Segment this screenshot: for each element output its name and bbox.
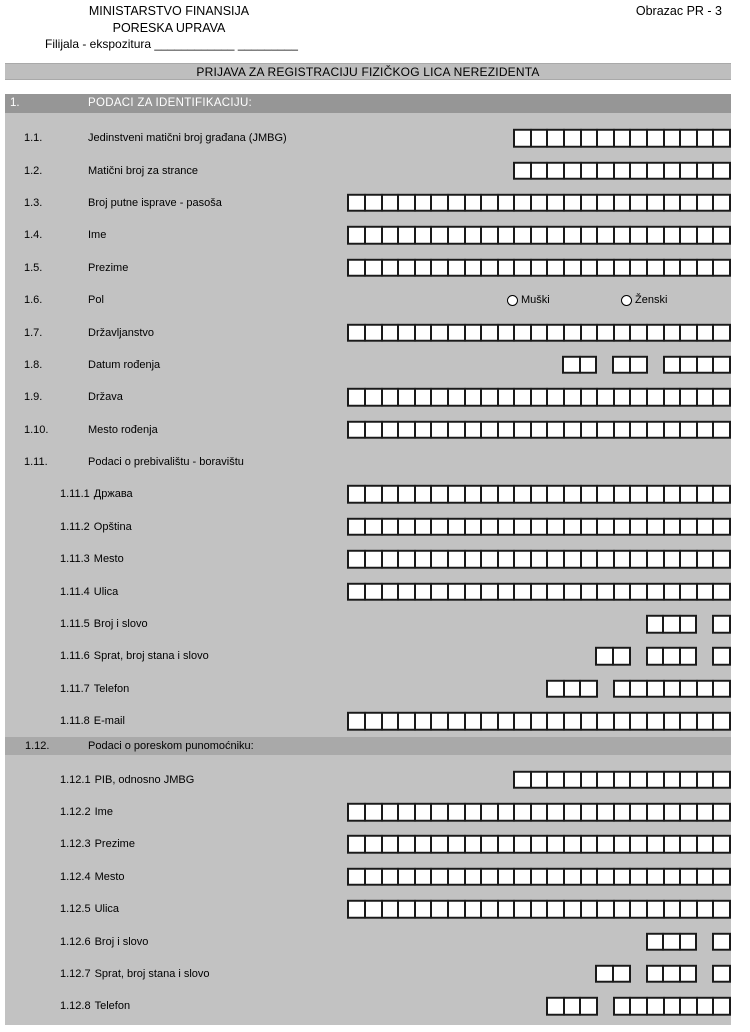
- box-group: [646, 615, 698, 634]
- row-number: 1.11.4: [60, 585, 90, 598]
- char-box[interactable]: [612, 965, 631, 984]
- row-1.12.8: [5, 990, 731, 1022]
- row-label: [60, 806, 113, 818]
- row-number: 1.11.3: [60, 553, 90, 566]
- box-field-1.3: [347, 194, 731, 213]
- box-group: [613, 680, 731, 699]
- row-sublabel: Ime: [94, 806, 113, 818]
- char-box[interactable]: [712, 518, 731, 537]
- row-number: 1.11.2: [60, 520, 90, 533]
- box-field-1.12.1: [513, 770, 731, 789]
- char-box[interactable]: [712, 647, 731, 666]
- row-number: 1.12.6: [60, 935, 91, 948]
- row-sublabel: E-mail: [93, 715, 125, 728]
- box-group: [595, 647, 630, 666]
- row-1.11.1: [5, 478, 731, 510]
- row-sublabel: PIB, odnosno JMBG: [94, 773, 195, 786]
- row-number: 1.7.: [24, 326, 43, 339]
- row-sublabel: Држава: [93, 488, 133, 501]
- row-1.7: [5, 316, 731, 348]
- row-1.9: [5, 381, 731, 413]
- box-group: [513, 129, 731, 148]
- radio-option-radio-zenski[interactable]: [621, 294, 667, 306]
- box-field-1.7: [347, 323, 731, 342]
- form-body: [5, 113, 731, 1025]
- row-label: [60, 586, 118, 598]
- char-box[interactable]: [712, 226, 731, 245]
- row-number: 1.5.: [24, 261, 43, 274]
- char-box[interactable]: [712, 129, 731, 148]
- row-1.12.1: [5, 763, 731, 795]
- box-group: [663, 356, 731, 375]
- box-field-1.12.4: [347, 868, 731, 887]
- row-number: 1.8.: [24, 358, 43, 371]
- box-group: [595, 965, 630, 984]
- row-number: 1.12.2: [60, 806, 91, 818]
- row-number: 1.11.5: [60, 618, 90, 631]
- box-field-1.12.2: [347, 803, 731, 822]
- box-field-1.12.3: [347, 835, 731, 854]
- row-label: [60, 968, 210, 980]
- box-group: [513, 161, 731, 180]
- row-label: [60, 618, 148, 630]
- row-sublabel: Sprat, broj stana i slovo: [94, 967, 210, 980]
- row-label: [60, 488, 133, 500]
- row-number: 1.11.7: [60, 682, 90, 695]
- row-label: Država: [88, 391, 123, 404]
- row-1.12.5: [5, 893, 731, 925]
- row-1.10: [5, 414, 731, 446]
- row-1.12.6: [5, 925, 731, 957]
- char-box[interactable]: [712, 835, 731, 854]
- subsection-bar-1.12: [5, 737, 731, 755]
- row-number: 1.12.4: [60, 870, 91, 883]
- box-field-1.11.7: [546, 680, 731, 699]
- box-group: [347, 900, 731, 919]
- row-label: [60, 838, 135, 850]
- row-sublabel: Mesto: [94, 870, 125, 883]
- box-field-1.11.4: [347, 582, 731, 601]
- row-sublabel: Ulica: [94, 903, 120, 916]
- box-group: [347, 323, 731, 342]
- form-code: Obrazac PR - 3: [635, 4, 722, 18]
- radio-label: Ženski: [635, 294, 668, 307]
- box-field-1.12.5: [347, 900, 731, 919]
- char-box[interactable]: [712, 868, 731, 887]
- row-label: [60, 871, 125, 883]
- box-group: [562, 356, 597, 375]
- subsection-label: Podaci o poreskom punomoćniku:: [88, 740, 254, 753]
- row-1.12.7: [5, 958, 731, 990]
- row-label: Datum rođenja: [88, 358, 161, 371]
- box-group: [347, 420, 731, 439]
- row-number: 1.9.: [24, 391, 43, 404]
- box-group: [347, 518, 731, 537]
- box-group: [347, 485, 731, 504]
- row-label: Podaci o prebivalištu - boravištu: [88, 456, 244, 469]
- box-group: [712, 647, 731, 666]
- row-sublabel: Sprat, broj stana i slovo: [93, 650, 209, 663]
- box-field-1.9: [347, 388, 731, 407]
- row-sublabel: Telefon: [93, 682, 130, 695]
- row-label: [60, 715, 125, 727]
- row-number: 1.10.: [24, 423, 49, 436]
- row-sublabel: Broj i slovo: [94, 935, 149, 948]
- row-label: [60, 1000, 130, 1012]
- row-1.11.3: [5, 543, 731, 575]
- row-1.8: [5, 349, 731, 381]
- radio-zenski-icon[interactable]: [621, 295, 632, 306]
- box-group: [347, 259, 731, 278]
- ministry-line2: PORESKA UPRAVA: [112, 21, 226, 35]
- char-box[interactable]: [712, 932, 731, 951]
- row-number: 1.11.1: [60, 488, 90, 501]
- row-1.12.2: [5, 796, 731, 828]
- section-1-bar: [5, 94, 731, 113]
- row-label: Mesto rođenja: [88, 423, 158, 436]
- char-box[interactable]: [712, 323, 731, 342]
- row-number: 1.6.: [24, 294, 43, 307]
- subsection-number: 1.12.: [25, 740, 50, 753]
- box-group: [347, 582, 731, 601]
- row-number: 1.1.: [24, 132, 43, 145]
- box-group: [712, 615, 731, 634]
- char-box[interactable]: [679, 932, 698, 951]
- row-sublabel: Telefon: [94, 1000, 131, 1013]
- row-label: [60, 553, 124, 565]
- row-1.3: [5, 187, 731, 219]
- branch-blank-1[interactable]: ____________: [154, 37, 235, 51]
- row-label: Jedinstveni matični broj građana (JMBG): [88, 132, 287, 145]
- box-field-1.12.6: [646, 932, 731, 951]
- box-group: [546, 997, 598, 1016]
- box-group: [646, 932, 698, 951]
- row-1.11.4: [5, 575, 731, 607]
- radio-option-radio-muski[interactable]: [507, 294, 550, 306]
- char-box[interactable]: [712, 259, 731, 278]
- char-box[interactable]: [579, 680, 598, 699]
- ministry-line1: MINISTARSTVO FINANSIJA: [88, 4, 250, 18]
- row-number: 1.2.: [24, 164, 43, 177]
- row-1.1: [5, 122, 731, 154]
- branch-label: Filijala - ekspozitura: [45, 37, 152, 51]
- box-field-1.8: [562, 356, 731, 375]
- char-box[interactable]: [579, 997, 598, 1016]
- char-box[interactable]: [679, 647, 698, 666]
- row-1.12.3: [5, 828, 731, 860]
- box-field-1.4: [347, 226, 731, 245]
- row-sublabel: Broj i slovo: [93, 618, 148, 631]
- row-label: [60, 650, 209, 662]
- char-box[interactable]: [712, 900, 731, 919]
- row-sublabel: Ulica: [93, 585, 119, 598]
- row-label: [60, 903, 119, 915]
- row-number: 1.3.: [24, 196, 43, 209]
- row-number: 1.12.1: [60, 773, 91, 786]
- row-label: Broj putne isprave - pasoša: [88, 196, 222, 209]
- box-field-1.12.7: [595, 965, 731, 984]
- row-sublabel: Mesto: [93, 553, 124, 566]
- row-1.5: [5, 252, 731, 284]
- row-number: 1.12.8: [60, 1000, 91, 1013]
- char-box[interactable]: [612, 647, 631, 666]
- char-box[interactable]: [712, 712, 731, 731]
- box-field-1.10: [347, 420, 731, 439]
- char-box[interactable]: [679, 615, 698, 634]
- box-field-1.11.3: [347, 550, 731, 569]
- row-1.6: [5, 284, 731, 316]
- box-field-1.2: [513, 161, 731, 180]
- box-field-1.5: [347, 259, 731, 278]
- char-box[interactable]: [712, 582, 731, 601]
- char-box[interactable]: [712, 965, 731, 984]
- box-group: [347, 868, 731, 887]
- box-group: [513, 770, 731, 789]
- row-1.11.7: [5, 673, 731, 705]
- box-group: [347, 803, 731, 822]
- radio-label: Muški: [521, 294, 550, 307]
- row-1.11.8: [5, 705, 731, 737]
- char-box[interactable]: [712, 615, 731, 634]
- row-1.12.4: [5, 861, 731, 893]
- char-box[interactable]: [629, 356, 648, 375]
- char-box[interactable]: [712, 997, 731, 1016]
- row-1.11.2: [5, 511, 731, 543]
- row-1.11.6: [5, 640, 731, 672]
- row-number: 1.12.5: [60, 903, 91, 916]
- box-group: [613, 997, 731, 1016]
- row-number: 1.12.7: [60, 967, 91, 980]
- ministry-header: [88, 3, 250, 37]
- char-box[interactable]: [712, 356, 731, 375]
- box-field-1.11.5: [646, 615, 731, 634]
- branch-blank-2[interactable]: _________: [237, 37, 298, 51]
- radio-muski-icon[interactable]: [507, 295, 518, 306]
- box-field-1.1: [513, 129, 731, 148]
- box-field-1.12.8: [546, 997, 731, 1016]
- row-1.4: [5, 219, 731, 251]
- box-group: [347, 226, 731, 245]
- row-label: Prezime: [88, 261, 129, 274]
- box-group: [347, 835, 731, 854]
- section-1-number: 1.: [10, 97, 20, 109]
- row-label: Pol: [88, 294, 104, 307]
- box-group: [347, 550, 731, 569]
- form-title: PRIJAVA ZA REGISTRACIJU FIZIČKOG LICA NEREZIDENTA: [5, 63, 731, 80]
- box-group: [612, 356, 647, 375]
- row-number: 1.11.6: [60, 650, 90, 663]
- char-box[interactable]: [712, 388, 731, 407]
- box-group: [712, 932, 731, 951]
- row-label: Matični broj za strance: [88, 164, 199, 177]
- row-1.11.5: [5, 608, 731, 640]
- row-label: Ime: [88, 229, 107, 242]
- row-label: [60, 683, 129, 695]
- char-box[interactable]: [579, 356, 598, 375]
- row-number: 1.12.3: [60, 838, 91, 851]
- box-field-1.11.8: [347, 712, 731, 731]
- char-box[interactable]: [712, 770, 731, 789]
- row-number: 1.4.: [24, 229, 43, 242]
- row-number: 1.11.: [24, 456, 48, 469]
- char-box[interactable]: [712, 680, 731, 699]
- section-1-label: PODACI ZA IDENTIFIKACIJU:: [88, 97, 253, 109]
- row-label: Državljanstvo: [88, 326, 155, 339]
- box-group: [347, 712, 731, 731]
- box-group: [546, 680, 598, 699]
- box-group: [646, 965, 698, 984]
- char-box[interactable]: [679, 965, 698, 984]
- row-1.2: [5, 154, 731, 186]
- branch-line: [45, 37, 298, 51]
- box-field-1.11.2: [347, 518, 731, 537]
- box-group: [646, 647, 698, 666]
- char-box[interactable]: [712, 485, 731, 504]
- row-sublabel: Opština: [93, 520, 132, 533]
- char-box[interactable]: [712, 194, 731, 213]
- box-field-1.11.1: [347, 485, 731, 504]
- row-label: [60, 936, 148, 948]
- row-number: 1.11.8: [60, 715, 90, 728]
- char-box[interactable]: [712, 161, 731, 180]
- row-sublabel: Prezime: [94, 838, 135, 851]
- char-box[interactable]: [712, 550, 731, 569]
- box-group: [347, 194, 731, 213]
- char-box[interactable]: [712, 420, 731, 439]
- char-box[interactable]: [712, 803, 731, 822]
- row-label: [60, 521, 132, 533]
- row-1.11: [5, 446, 731, 478]
- box-group: [347, 388, 731, 407]
- row-label: [60, 774, 194, 786]
- box-field-1.11.6: [595, 647, 731, 666]
- box-group: [712, 965, 731, 984]
